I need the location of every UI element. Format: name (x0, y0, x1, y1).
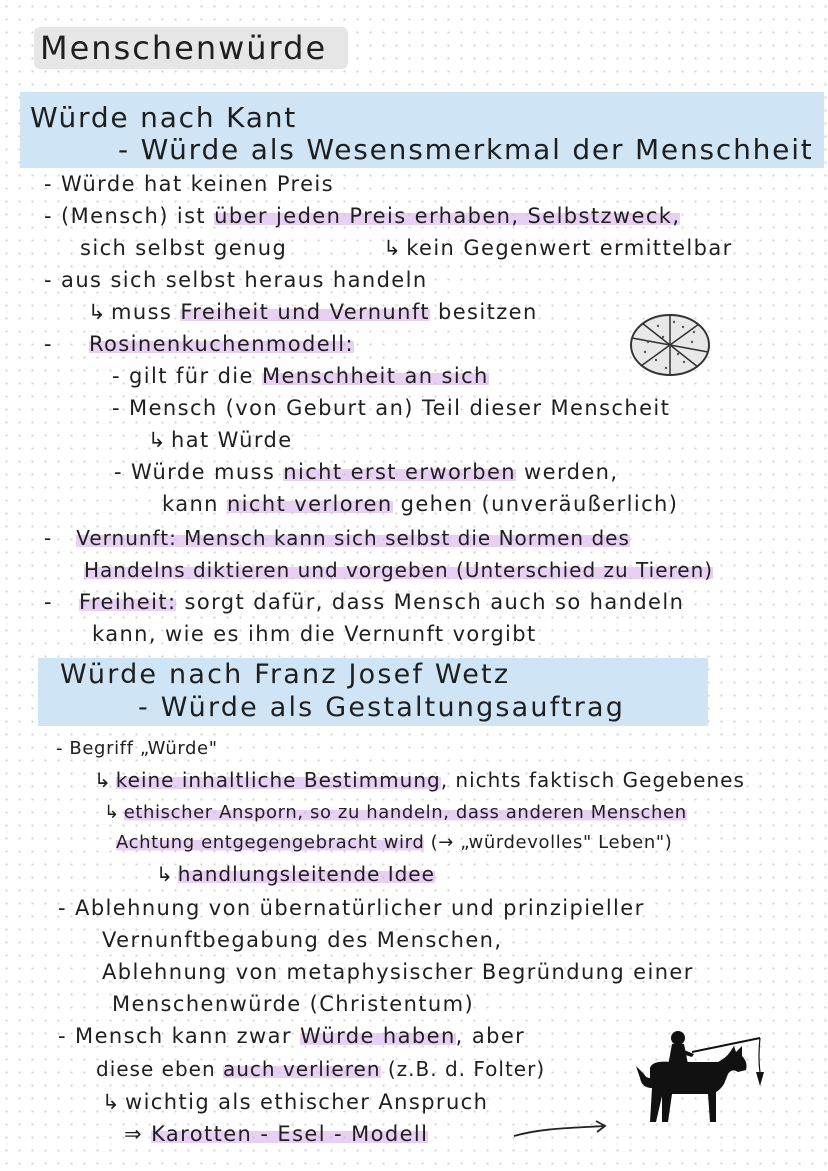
wetz-line-9: Menschenwürde (Christentum) (112, 992, 475, 1016)
kant-line-7 (112, 364, 489, 388)
wetz-line-12 (102, 1090, 488, 1114)
wetz-line-10-text: - Mensch kann zwar (58, 1024, 301, 1048)
kant-line-5 (88, 300, 538, 324)
wetz-heading: Würde nach Franz Josef Wetz (60, 659, 511, 690)
kant-line-10-text: - Würde muss (114, 460, 284, 484)
kant-line-14-text: sorgt dafür, dass Mensch auch so handeln (176, 590, 685, 614)
wetz-line-10-tail: , aber (455, 1024, 526, 1048)
implies-arrow: ⇒ (124, 1122, 152, 1146)
rosinenkuchen-label: Rosinenkuchenmodell: (88, 332, 355, 356)
kant-line-3-text: sich selbst genug (80, 236, 288, 260)
vernunft-definition: Vernunft: Mensch kann sich selbst die Normen des (76, 526, 630, 550)
wetz-line-6: - Ablehnung von übernatürlicher und prinzipieller (58, 896, 645, 920)
kant-line-15: kann, wie es ihm die Vernunft vorgibt (92, 622, 537, 646)
kant-line-3 (80, 236, 733, 260)
kant-line-12-dash: - (44, 526, 53, 550)
wetz-line-13 (124, 1122, 428, 1146)
wetz-line-12-text: wichtig als ethischer Anspruch (125, 1090, 489, 1114)
wetz-line-11-highlight: auch verlieren (222, 1057, 381, 1081)
kant-line-11-tail: gehen (unveräußerlich) (392, 492, 679, 516)
raisin-cake-icon (628, 312, 712, 378)
kant-line-9 (148, 428, 293, 452)
sub-arrow-icon: ↳ (94, 768, 112, 792)
wetz-line-10-highlight: Würde haben (300, 1024, 456, 1048)
kant-line-11-text: kann (162, 492, 227, 516)
sub-arrow-icon: ↳ (88, 300, 107, 324)
wetz-subheading: - Würde als Gestaltungsauftrag (138, 692, 626, 723)
sub-arrow-icon: ↳ (148, 428, 167, 452)
kant-line-7-text: - gilt für die (112, 364, 262, 388)
kant-subheading: - Würde als Wesensmerkmal der Menschheit (118, 133, 814, 166)
kant-line-5-highlight: Freiheit und Vernunft (180, 300, 430, 324)
kant-line-14-dash: - (44, 590, 53, 614)
sub-arrow-icon: ↳ (383, 236, 403, 260)
wetz-line-10 (58, 1024, 525, 1048)
kant-line-10-tail: werden, (515, 460, 619, 484)
kant-line-12 (44, 526, 630, 550)
wetz-line-1: - Begriff „Würde" (56, 738, 218, 759)
wetz-line-2-tail: , nichts faktisch Gegebenes (440, 768, 745, 792)
wetz-line-4 (116, 832, 672, 853)
vernunft-definition-cont: Handelns diktieren und vorgeben (Unterschied zu Tieren) (84, 558, 714, 582)
kant-line-2-text: - (Mensch) ist (44, 204, 215, 228)
wetz-line-3-highlight: ethischer Ansporn, so zu handeln, dass anderen Menschen (123, 802, 687, 823)
wetz-line-3 (104, 802, 687, 823)
wetz-line-4-tail: (→ „würdevolles" Leben") (424, 832, 673, 853)
wetz-line-5 (156, 862, 435, 886)
kant-heading: Würde nach Kant (30, 101, 298, 134)
kant-line-7-highlight: Menschheit an sich (261, 364, 489, 388)
freiheit-label: Freiheit: (78, 590, 177, 614)
kant-line-2 (44, 204, 680, 228)
kant-line-5-tail: besitzen (429, 300, 538, 324)
kant-line-8: - Mensch (von Geburt an) Teil dieser Menscheit (112, 396, 671, 420)
wetz-line-11-text: diese eben (96, 1057, 223, 1081)
sub-arrow-icon: ↳ (156, 862, 174, 886)
wetz-line-8: Ablehnung von metaphysischer Begründung einer (102, 960, 694, 984)
kant-line-4: - aus sich selbst heraus handeln (44, 268, 428, 292)
wetz-line-4-highlight: Achtung entgegengebracht wird (116, 832, 425, 853)
kant-line-6-dash: - (44, 332, 53, 356)
sub-arrow-icon: ↳ (104, 802, 120, 823)
kant-line-9-text: hat Würde (171, 428, 293, 452)
wetz-line-2-highlight: keine inhaltliche Bestimmung (115, 768, 441, 792)
wetz-line-11 (96, 1057, 545, 1081)
wetz-line-5-highlight: handlungsleitende Idee (177, 862, 435, 886)
long-arrow-icon (512, 1116, 612, 1146)
kant-line-14 (44, 590, 684, 614)
sub-arrow-icon: ↳ (102, 1090, 121, 1114)
kant-line-10-highlight: nicht erst erworben (283, 460, 516, 484)
kant-line-11 (162, 492, 678, 516)
kant-line-3-sub: kein Gegenwert ermittelbar (406, 236, 733, 260)
wetz-line-2 (94, 768, 745, 792)
karotten-esel-modell: Karotten - Esel - Modell (151, 1122, 429, 1146)
donkey-carrot-icon (632, 1022, 780, 1134)
kant-line-5-text: muss (111, 300, 181, 324)
wetz-line-11-tail: (z.B. d. Folter) (380, 1057, 546, 1081)
kant-line-6 (44, 332, 354, 356)
kant-line-10 (114, 460, 618, 484)
kant-line-2-highlight: über jeden Preis erhaben, Selbstzweck, (214, 204, 681, 228)
kant-line-1: - Würde hat keinen Preis (44, 172, 334, 196)
kant-line-11-highlight: nicht verloren (226, 492, 393, 516)
wetz-line-7: Vernunftbegabung des Menschen, (102, 928, 503, 952)
page-title: Menschenwürde (40, 29, 328, 67)
kant-line-13 (84, 558, 713, 582)
